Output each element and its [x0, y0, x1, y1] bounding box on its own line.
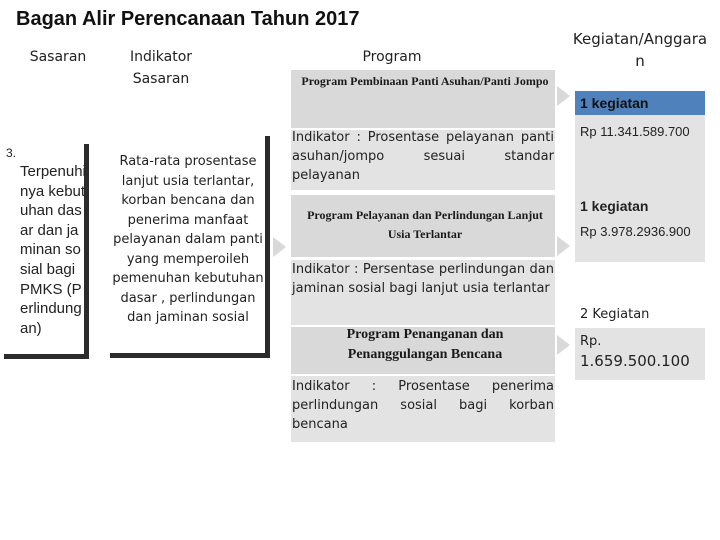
program-title-2: Program Pelayanan dan Perlindungan Lanjut Usia Terlantar	[307, 208, 543, 241]
program-title-1: Program Pembinaan Panti Asuhan/Panti Jompo	[301, 74, 549, 88]
kegiatan-label-2: 1 kegiatan	[580, 198, 649, 214]
program-indikator-1: Indikator : Prosentase pelayanan panti asuhan/jompo sesuai standar pelayanan	[292, 130, 554, 183]
kegiatan-label-1: 1 kegiatan	[580, 95, 649, 111]
kegiatan-amount-2: Rp 3.978.2936.900	[580, 224, 691, 239]
program-indikator-2: Indikator : Persentase perlindungan dan jaminan sosial bagi lanjut usia terlantar	[292, 262, 554, 296]
indikator-sasaran-text: Rata-rata prosentase lanjut usia terlantar, korban bencana dan penerima manfaat pelayanan dalam panti yang memperoileh pemenuhan kebutuhan dasar , perlindungan dan jaminan sosial	[112, 154, 264, 325]
header-kegiatan-anggaran	[572, 28, 708, 72]
arrow-right-icon	[557, 236, 570, 256]
arrow-right-icon	[557, 335, 570, 355]
header-program: Program	[362, 49, 422, 65]
program-title-3: Program Penanganan dan Penanggulangan Bencana	[346, 327, 504, 362]
header-sasaran: Sasaran	[29, 49, 87, 65]
kegiatan-amount-1: Rp 11.341.589.700	[580, 124, 690, 139]
page-title: Bagan Alir Perencanaan Tahun 2017	[16, 8, 360, 30]
sasaran-text: Terpenuhinya kebutuhan dasar dan jaminan sosial bagi PMKS (Perlindungan)	[20, 163, 86, 337]
program-indikator-3: Indikator : Prosentase penerima perlindungan sosial bagi korban bencana	[292, 379, 554, 432]
kegiatan-prefix-3: Rp.	[580, 334, 602, 349]
arrow-right-icon	[557, 86, 570, 106]
arrow-right-icon	[273, 237, 286, 257]
header-indikator-sasaran: Indikator Sasaran	[129, 49, 193, 87]
kegiatan-amount-3: 1.659.500.100	[580, 352, 690, 370]
sasaran-number: 3.	[6, 146, 17, 160]
header-kegiatan-text: Kegiatan/Anggaran	[572, 30, 708, 70]
kegiatan-label-3: 2 Kegiatan	[580, 307, 650, 322]
